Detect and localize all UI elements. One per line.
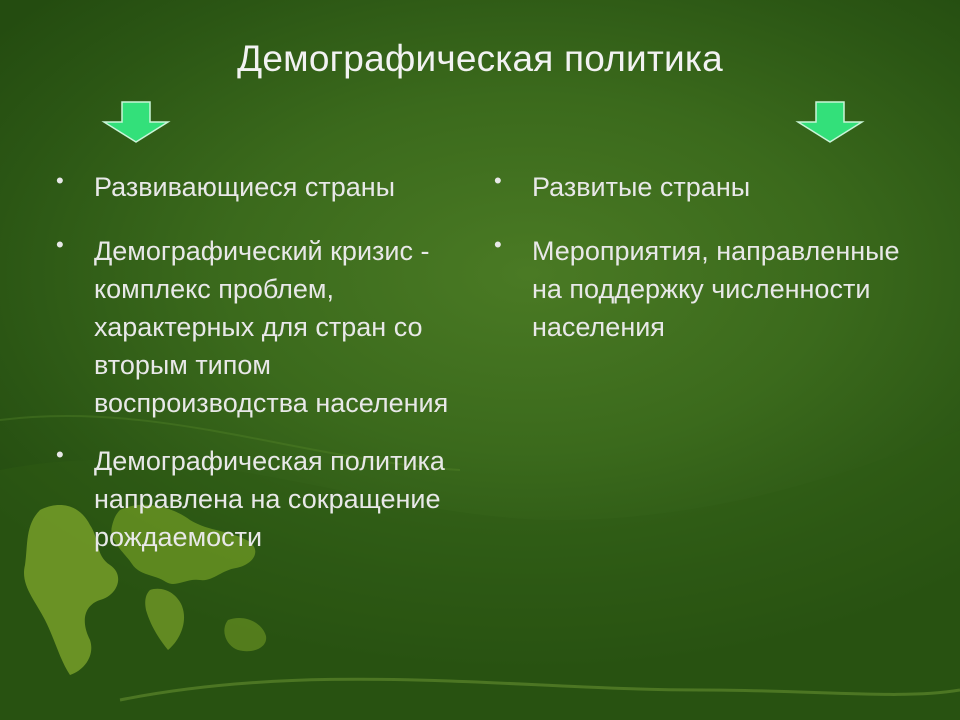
list-item bbox=[494, 168, 914, 206]
list-item bbox=[56, 232, 456, 422]
right-column bbox=[494, 168, 914, 346]
slide-title: Демографическая политика bbox=[237, 38, 723, 79]
list-item-text: Развитые страны bbox=[532, 172, 751, 202]
list-item-text: Мероприятия, направленные на поддержку численности населения bbox=[532, 236, 900, 342]
left-column bbox=[56, 168, 456, 556]
list-item bbox=[494, 232, 914, 346]
bullet-icon: • bbox=[494, 232, 502, 257]
list-item-text: Развивающиеся страны bbox=[94, 172, 396, 202]
bullet-icon: • bbox=[494, 168, 502, 193]
list-item bbox=[56, 168, 456, 206]
bullet-icon: • bbox=[56, 168, 64, 193]
bullet-icon: • bbox=[56, 442, 64, 467]
list-item bbox=[56, 442, 456, 556]
list-item-text: Демографический кризис - комплекс проблем, характерных для стран со вторым типом воспроизводства населения bbox=[94, 236, 449, 418]
bullet-icon: • bbox=[56, 232, 64, 257]
down-arrow-icon bbox=[794, 100, 866, 144]
down-arrow-icon bbox=[100, 100, 172, 144]
list-item-text: Демографическая политика направлена на сокращение рождаемости bbox=[94, 446, 445, 552]
